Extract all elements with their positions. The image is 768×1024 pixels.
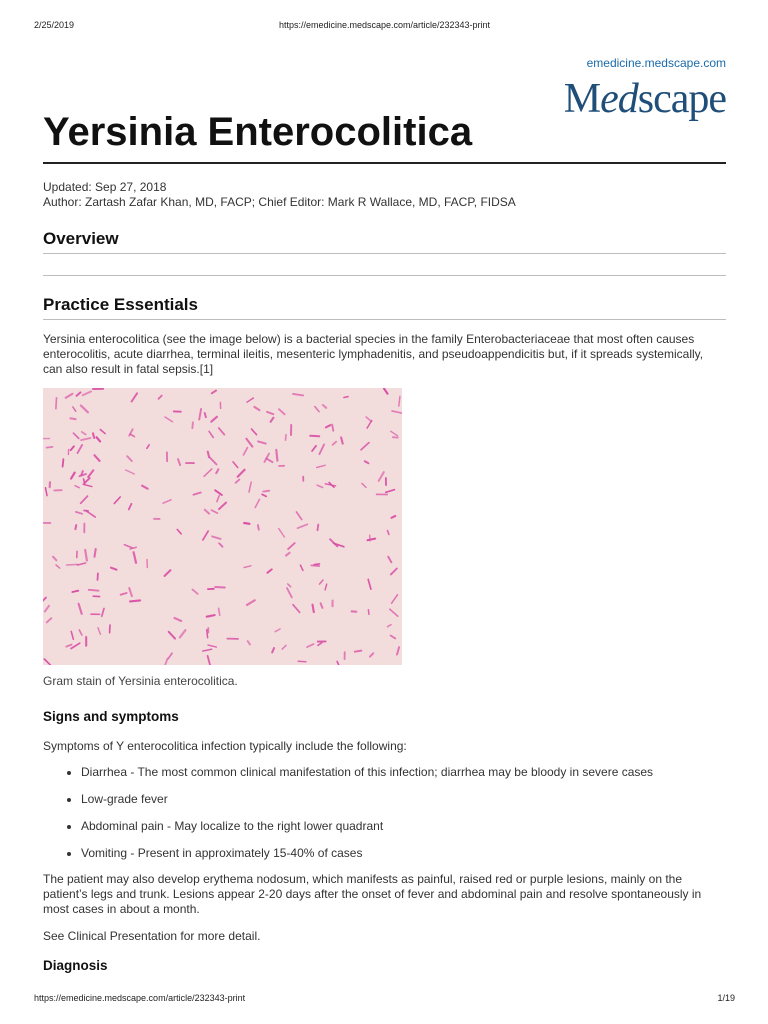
bacterium-rod: [368, 579, 371, 589]
bacterium-rod: [344, 397, 348, 398]
bacterium-rod: [318, 525, 319, 531]
bacterium-rod: [79, 604, 82, 614]
bacterium-rod: [56, 565, 60, 568]
intro-line: enterocolitis, acute diarrhea, terminal ileitis, mesenteric lymphadenitis, and pseudoappendicitis but, if it spreads systemically,: [43, 347, 704, 361]
bacterium-rod: [142, 486, 148, 489]
bacterium-rod: [97, 437, 101, 441]
bacterium-rod: [287, 588, 292, 597]
bacterium-rod: [211, 417, 217, 422]
bacterium-rod: [71, 631, 73, 639]
bacterium-rod: [56, 398, 57, 409]
bacterium-rod: [129, 504, 132, 510]
bacterium-rod: [129, 588, 132, 596]
bacterium-rod: [332, 425, 333, 431]
bacterium-rod: [236, 480, 240, 483]
bacterium-rod: [79, 630, 82, 635]
print-url: https://emedicine.medscape.com/article/232343-print: [278, 20, 491, 30]
bacterium-rod: [252, 429, 257, 435]
bacterium-rod: [390, 609, 398, 616]
bacterium-rod: [219, 503, 226, 510]
bacterium-rod: [71, 446, 74, 450]
see-more-link[interactable]: See Clinical Presentation for more detail.: [43, 929, 261, 943]
bacterium-rod: [78, 445, 83, 453]
bacterium-rod: [362, 483, 366, 487]
bacterium-rod: [317, 485, 323, 487]
bacterium-rod: [111, 568, 117, 570]
bacterium-rod: [81, 438, 90, 440]
bacterium-rod: [192, 422, 193, 428]
bacterium-rod: [159, 396, 162, 399]
bacterium-rod: [76, 512, 82, 514]
diagnosis-heading: Diagnosis: [43, 958, 108, 973]
bacterium-rod: [212, 510, 218, 513]
bacterium-rod: [298, 524, 308, 528]
bacterium-rod: [73, 407, 76, 411]
bacterium-rod: [246, 439, 252, 447]
bacterium-rod: [208, 656, 211, 665]
bacterium-rod: [127, 456, 132, 461]
bacterium-rod: [267, 412, 273, 414]
bacterium-rod: [279, 409, 285, 414]
erythema-paragraph: [43, 872, 718, 917]
bacterium-rod: [370, 653, 373, 656]
bacterium-rod: [314, 564, 319, 565]
bacterium-rod: [286, 553, 289, 556]
bacterium-rod: [330, 539, 337, 546]
bacterium-rod: [238, 470, 245, 477]
bacterium-rod: [361, 443, 369, 450]
bacterium-rod: [247, 398, 253, 402]
bacterium-rod: [203, 649, 212, 651]
bacterium-rod: [114, 497, 120, 504]
bacterium-rod: [53, 557, 56, 561]
bacterium-rod: [205, 413, 206, 417]
section-divider: [43, 275, 726, 276]
bacterium-rod: [47, 618, 52, 622]
bacterium-rod: [276, 450, 277, 461]
bacterium-rod: [337, 661, 341, 665]
bacterium-rod: [83, 484, 92, 486]
practice-essentials-heading: Practice Essentials: [43, 295, 726, 320]
bacterium-rod: [210, 458, 217, 465]
bacterium-rod: [321, 603, 323, 608]
site-link[interactable]: emedicine.medscape.com: [586, 56, 726, 70]
bacterium-rod: [204, 469, 212, 476]
bacterium-rod: [66, 394, 73, 398]
bacterium-rod: [45, 606, 49, 612]
bacterium-rod: [311, 565, 319, 566]
bacterium-rod: [71, 643, 80, 648]
bacterium-rod: [399, 396, 400, 406]
bacterium-rod: [392, 516, 396, 518]
bacterium-rod: [215, 490, 222, 495]
bacterium-rod: [310, 436, 319, 437]
bacterium-rod: [209, 431, 213, 437]
bacterium-rod: [78, 563, 86, 565]
bacterium-rod: [147, 445, 149, 448]
bacterium-rod: [263, 491, 269, 492]
bacterium-rod: [293, 394, 303, 396]
bacterium-rod: [164, 659, 167, 665]
bacterium-rod: [317, 465, 325, 467]
bacterium-rod: [192, 589, 197, 594]
paragraph-line: most cases in about a month.: [43, 902, 200, 916]
symptom-list: [63, 765, 653, 873]
bacterium-rod: [165, 417, 173, 422]
print-header: [34, 20, 735, 30]
bacterium-rod: [368, 610, 369, 615]
bacterium-rod: [288, 584, 291, 587]
bacterium-rod: [315, 407, 319, 412]
bacterium-rod: [219, 428, 225, 435]
title-divider: [43, 162, 726, 164]
bacterium-rod: [46, 488, 48, 496]
bacterium-rod: [43, 598, 46, 603]
bacterium-rod: [282, 645, 286, 649]
intro-paragraph: [43, 332, 718, 377]
bacterium-rod: [392, 595, 398, 604]
bacterium-rod: [75, 525, 76, 529]
bacterium-rod: [279, 529, 285, 537]
gram-stain-image[interactable]: [43, 388, 402, 665]
bacterium-rod: [391, 431, 398, 435]
bacterium-rod: [219, 608, 220, 615]
bacterium-rod: [93, 433, 94, 438]
article-meta: [43, 180, 516, 210]
bacterium-rod: [323, 405, 326, 408]
bacterium-rod: [63, 459, 64, 467]
logo-text-ed: ed: [600, 76, 638, 122]
bacterium-rod: [219, 543, 222, 546]
bacterium-rod: [208, 452, 209, 457]
bacterium-rod: [366, 417, 371, 422]
bacterium-rod: [271, 418, 274, 422]
intro-line: Yersinia enterocolitica (see the image below) is a bacterial species in the family Enterobacteriaceae that most often causes: [43, 332, 695, 346]
symptoms-intro: Symptoms of Y enterocolitica infection typically include the following:: [43, 739, 407, 753]
bacterium-rod: [320, 580, 324, 584]
bacterium-rod: [205, 510, 209, 514]
bacterium-rod: [67, 564, 78, 565]
bacterium-rod: [319, 444, 324, 454]
bacterium-rod: [66, 645, 71, 647]
gram-stain-micrograph: [43, 388, 402, 665]
print-footer: [34, 993, 735, 1003]
bacterium-rod: [74, 433, 79, 438]
bacterium-rod: [255, 499, 259, 507]
bacterium-rod: [85, 550, 87, 561]
bacterium-rod: [71, 473, 75, 479]
bacterium-rod: [124, 545, 132, 548]
author-line: Author: Zartash Zafar Khan, MD, FACP; Chief Editor: Mark R Wallace, MD, FACP, FIDSA: [43, 195, 516, 209]
bacterium-rod: [355, 651, 362, 652]
bacterium-rod: [244, 523, 249, 524]
bacterium-rod: [130, 600, 140, 601]
footer-url: https://emedicine.medscape.com/article/232343-print: [34, 993, 246, 1003]
bacterium-rod: [386, 490, 395, 493]
bacterium-rod: [134, 552, 136, 563]
bacterium-rod: [297, 512, 302, 520]
bacterium-rod: [126, 470, 135, 474]
bacterium-rod: [77, 392, 81, 395]
list-item: • Vomiting - Present in approximately 15-40% of cases: [81, 846, 653, 873]
bacterium-rod: [89, 590, 99, 591]
bacterium-rod: [216, 469, 218, 473]
bacterium-rod: [272, 648, 274, 652]
bacterium-rod: [95, 455, 100, 461]
bacterium-rod: [318, 643, 322, 646]
bacterium-rod: [307, 644, 314, 647]
bacterium-rod: [102, 609, 104, 617]
bacterium-rod: [207, 630, 208, 638]
paragraph-line: The patient may also develop erythema nodosum, which manifests as painful, raised red or purple lesions, mainly on the: [43, 872, 683, 886]
bacterium-rod: [208, 645, 216, 647]
bacterium-rod: [300, 565, 303, 570]
bacterium-rod: [313, 605, 314, 612]
bacterium-rod: [379, 472, 384, 481]
bacterium-rod: [178, 459, 180, 465]
bacterium-rod: [75, 486, 79, 488]
bacterium-rod: [81, 496, 88, 503]
bacterium-rod: [132, 393, 138, 401]
bacterium-rod: [248, 641, 250, 644]
logo-text-m: M: [563, 76, 601, 122]
bacterium-rod: [258, 525, 259, 530]
bacterium-rod: [215, 587, 225, 588]
bacterium-rod: [262, 494, 266, 496]
bacterium-rod: [286, 435, 287, 440]
bacterium-rod: [367, 421, 372, 429]
bacterium-rod: [169, 632, 175, 639]
signs-symptoms-heading: Signs and symptoms: [43, 709, 179, 724]
list-item: • Abdominal pain - May localize to the right lower quadrant: [81, 819, 653, 846]
bacterium-rod: [325, 584, 327, 590]
bacterium-rod: [312, 446, 316, 451]
bacterium-rod: [98, 628, 100, 635]
updated-date: Updated: Sep 27, 2018: [43, 180, 167, 194]
bacterium-rod: [168, 653, 172, 658]
bacterium-rod: [341, 437, 343, 443]
bacterium-rod: [258, 441, 266, 443]
bacterium-rod: [397, 647, 399, 654]
bacterium-rod: [88, 470, 93, 477]
bacterium-rod: [100, 430, 105, 434]
list-item: • Low-grade fever: [81, 792, 653, 819]
bacterium-rod: [175, 618, 182, 621]
bacterium-rod: [384, 389, 388, 394]
print-date: 2/25/2019: [34, 20, 75, 30]
bacterium-rod: [44, 659, 50, 665]
logo-text-scape: scape: [637, 76, 726, 122]
bacterium-rod: [244, 566, 251, 568]
bacterium-rod: [84, 478, 90, 483]
bacterium-rod: [365, 461, 369, 463]
bacterium-rod: [275, 629, 280, 632]
bacterium-rod: [268, 569, 272, 572]
bacterium-rod: [86, 511, 95, 517]
page-number: 1/19: [717, 993, 735, 1003]
bacterium-rod: [298, 661, 306, 662]
bacterium-rod: [212, 391, 216, 394]
bacterium-rod: [163, 500, 171, 503]
bacterium-rod: [388, 557, 391, 563]
bacterium-rod: [165, 570, 171, 576]
bacterium-rod: [249, 482, 251, 492]
bacterium-rod: [388, 625, 392, 627]
bacterium-rod: [254, 407, 259, 410]
bacterium-rod: [207, 615, 215, 617]
bacterium-rod: [47, 447, 53, 448]
bacterium-rod: [391, 569, 397, 575]
bacterium-rod: [83, 392, 91, 396]
bacterium-rod: [81, 471, 83, 475]
bacterium-rod: [212, 536, 220, 539]
list-item: • Diarrhea - The most common clinical manifestation of this infection; diarrhea may be bloody in severe cases: [81, 765, 653, 792]
bacterium-rod: [217, 496, 219, 502]
intro-line: can also result in fatal sepsis.[1]: [43, 362, 214, 376]
bacterium-rod: [82, 432, 86, 435]
bacterium-rod: [95, 549, 96, 557]
bacterium-rod: [121, 593, 127, 595]
bacterium-rod: [70, 418, 75, 419]
bacterium-rod: [244, 448, 248, 455]
bacterium-rod: [81, 406, 88, 413]
bacterium-rod: [72, 591, 78, 592]
bacterium-rod: [288, 543, 295, 549]
bacterium-rod: [233, 462, 238, 468]
bacterium-rod: [391, 636, 396, 639]
bacterium-rod: [293, 605, 300, 613]
bacterium-rod: [199, 409, 201, 420]
bacterium-rod: [203, 531, 208, 540]
bacterium-rod: [388, 531, 389, 535]
bacterium-rod: [392, 411, 402, 413]
bacterium-rod: [333, 442, 336, 445]
bacterium-rod: [180, 630, 186, 637]
page-title: Yersinia Enterocolitica: [43, 110, 473, 154]
medscape-logo[interactable]: [564, 78, 726, 120]
figure-caption: Gram stain of Yersinia enterocolitica.: [43, 674, 238, 688]
bacterium-rod: [368, 539, 376, 541]
bacterium-rod: [326, 425, 330, 427]
bacterium-rod: [266, 459, 272, 463]
bacterium-rod: [177, 530, 181, 534]
overview-heading: Overview: [43, 229, 726, 254]
paragraph-line: patient’s legs and trunk. Lesions appear 2-20 days after the onset of fever and abdominal pain and resolve spontaneously in: [43, 887, 702, 901]
bacterium-rod: [193, 493, 200, 495]
bacterium-rod: [247, 600, 255, 605]
